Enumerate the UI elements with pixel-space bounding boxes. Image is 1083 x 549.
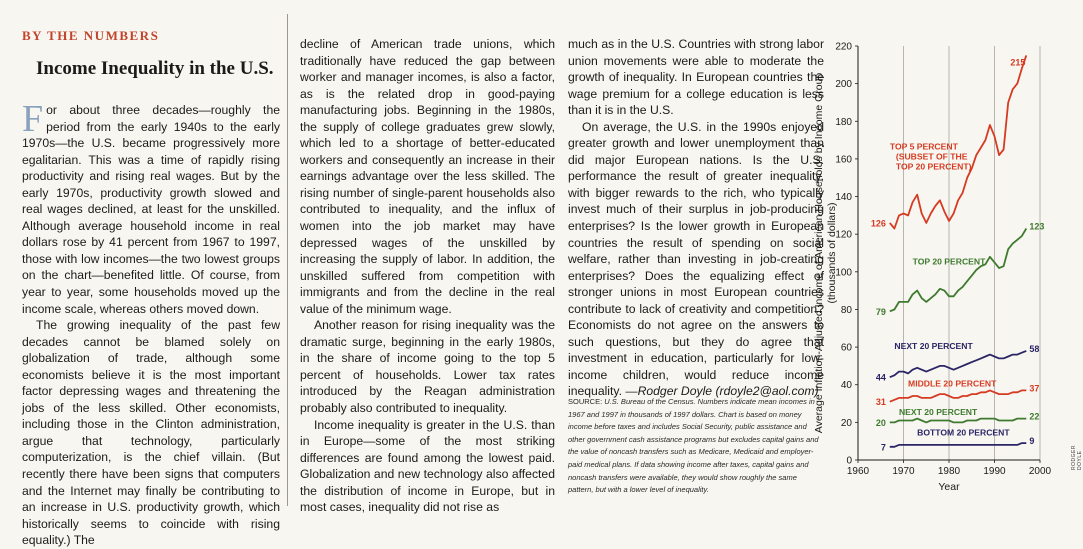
series-line (890, 390, 1027, 401)
y-axis-label: Average Inflation-Adjusted Income of American Households by Income Group (813, 72, 825, 434)
article-headline: Income Inequality in the U.S. (36, 58, 274, 79)
y-tick-label: 20 (840, 417, 852, 429)
series-name-label: NEXT 20 PERCENT (894, 340, 973, 351)
series-end-label: 215 (1010, 57, 1026, 68)
y-axis-label-units: (thousands of dollars) (826, 202, 838, 304)
text-column-2 (300, 36, 555, 516)
series-name-label: BOTTOM 20 PERCENT (917, 427, 1010, 438)
x-tick-label: 1990 (983, 466, 1006, 477)
y-tick-label: 120 (835, 229, 852, 241)
x-axis-label: Year (938, 481, 960, 493)
series-line (890, 351, 1027, 377)
series-name-label: TOP 20 PERCENT (912, 256, 986, 267)
section-kicker: BY THE NUMBERS (22, 28, 160, 43)
paragraph-text: On average, the U.S. in the 1990s enjoyed greater growth and lower unemployment than did major European nations. Is the U.S. performance the result of greater inequality, with bigger rewards to the rich, who typically invest much of their surplus in job-producing enterprises? Is the lower growth in European countries the result of spending on social welfare, rather than investing in job-creating enterprises? Does the equalizing effect of stronger unions in most European countries contribute to lack of creativity and competition? Economists do not agree on the answers to such questions, but they do agree that investment in education, particularly for low-income children, would reduce income inequality. (568, 119, 824, 399)
paragraph: decline of American trade unions, which traditionally have reduced the gap between worker and manager incomes, is also a factor, as is the related drop in good-paying manufacturing jobs. Beginning in the 1980s, the supply of college graduates grew slowly, which led to a shortage of better-educated workers and consequently an increase in their earnings advantage over the less skilled. The rising number of single-parent households also contributed to inequality, and the influx of women into the job market may have depressed wages of the unskilled by increasing the supply of labor. In addition, the unskilled suffered from competition with immigrants and from the decline in the real value of the minimum wage. (300, 37, 555, 316)
paragraph (568, 119, 824, 400)
y-tick-label: 220 (835, 41, 852, 53)
y-tick-label: 0 (846, 455, 852, 467)
series-end-label: 58 (1029, 343, 1040, 354)
series-line (890, 443, 1027, 447)
series-line (890, 419, 1027, 423)
x-tick-label: 2000 (1028, 466, 1052, 477)
source-note (568, 396, 820, 497)
paragraph-text: or about three decades—roughly the period from the early 1940s to the early 1970s—the U.S. became progressively more egalitarian. This was a time of rapidly rising productivity and rising real wages. But by the early 1970s, productivity growth slowed and real wages declined, at least for the unskilled. Although average household income in real dollars rose by 41 percent from 1967 to 1997, those with low incomes—the two lowest groups on the chart—benefited little. Of course, from year to year, some households moved up the income scale, whereas others moved down. (22, 103, 280, 316)
series-name-label: NEXT 20 PERCENT (898, 406, 978, 417)
series-start-label: 79 (875, 306, 886, 317)
series-end-label: 37 (1029, 383, 1040, 394)
x-tick-label: 1960 (846, 466, 870, 477)
series-name-line: TOP 5 PERCENT (889, 141, 958, 152)
byline: —Rodger Doyle (rdoyle2@aol.com) (625, 384, 819, 399)
drop-cap: F (22, 98, 44, 140)
series-name-line: (SUBSET OF THE (895, 151, 968, 162)
income-chart (808, 30, 1070, 500)
column-divider (287, 14, 288, 506)
series-end-label: 22 (1029, 411, 1040, 422)
y-tick-label: 80 (840, 304, 852, 316)
series-start-label: 31 (875, 397, 886, 408)
y-tick-label: 100 (835, 267, 852, 279)
x-tick-label: 1970 (892, 466, 915, 477)
paragraph: Income inequality is greater in the U.S. than in Europe—some of the most striking differences are found among the lowest paid. Globalization and new technology also affected the distribution of income in Europe, but in most cases, inequality did not rise as (300, 417, 555, 515)
paragraph: much as in the U.S. Countries with strong labor union movements were able to moderate the growth of inequality. In European countries the wage premium for a college education is less than it is in the U.S. (568, 37, 824, 118)
paragraph: The growing inequality of the past few decades cannot be blamed solely on globalization of trade, although some economists believe it is the most important factor depressing wages and threatening the jobs of the less skilled. Other economists, including those in the Clinton administration, argue that technology, particularly computerization, is the chief villain. (But recently there have been signs that computers and the Internet may finally be contributing to an increase in U.S. productivity growth, which historically seems to coincide with rising equality.) The (22, 318, 280, 548)
series-end-label: 123 (1029, 221, 1045, 232)
series-start-label: 7 (880, 442, 886, 453)
paragraph: Another reason for rising inequality was the dramatic surge, beginning in the early 1980s, in the share of income going to the top 5 percent of households. Lower tax rates introduced by the Reagan administration probably also contributed to inequality. (300, 318, 555, 416)
series-name-line: TOP 20 PERCENT) (895, 161, 972, 172)
y-tick-label: 140 (835, 192, 852, 204)
text-column-3 (568, 36, 824, 400)
series-start-label: 44 (875, 372, 886, 383)
source-text: U.S. Bureau of the Census. Numbers indicate mean incomes in 1967 and 1997 in thousands of 1997 dollars. Chart is based on money income before taxes and includes Social Security, public assistance and other government cash assistance programs but excludes capital gains and the value of noncash transfers such as Medicare, Medicaid and employer-paid medical plans. If data showing income after taxes, capital gains and noncash transfers were available, they would show roughly the same pattern, but with a lower level of inequality. (568, 397, 819, 495)
x-tick-label: 1980 (937, 466, 961, 477)
chart-labels (871, 57, 1045, 452)
series-name-label (890, 142, 972, 172)
text-column-1 (22, 98, 280, 549)
paragraph (22, 98, 280, 317)
y-tick-label: 180 (835, 116, 852, 128)
series-name-label: MIDDLE 20 PERCENT (908, 378, 997, 389)
y-tick-label: 160 (835, 154, 852, 166)
artist-credit: RODGER DOYLE (1071, 445, 1083, 470)
y-tick-label: 40 (840, 380, 852, 392)
series-end-label: 9 (1029, 436, 1035, 447)
y-tick-label: 200 (835, 79, 852, 91)
y-tick-label: 60 (840, 342, 852, 354)
series-start-label: 126 (870, 218, 886, 229)
series-line (890, 229, 1027, 312)
series-start-label: 20 (875, 417, 886, 428)
source-label: SOURCE: (568, 397, 603, 406)
